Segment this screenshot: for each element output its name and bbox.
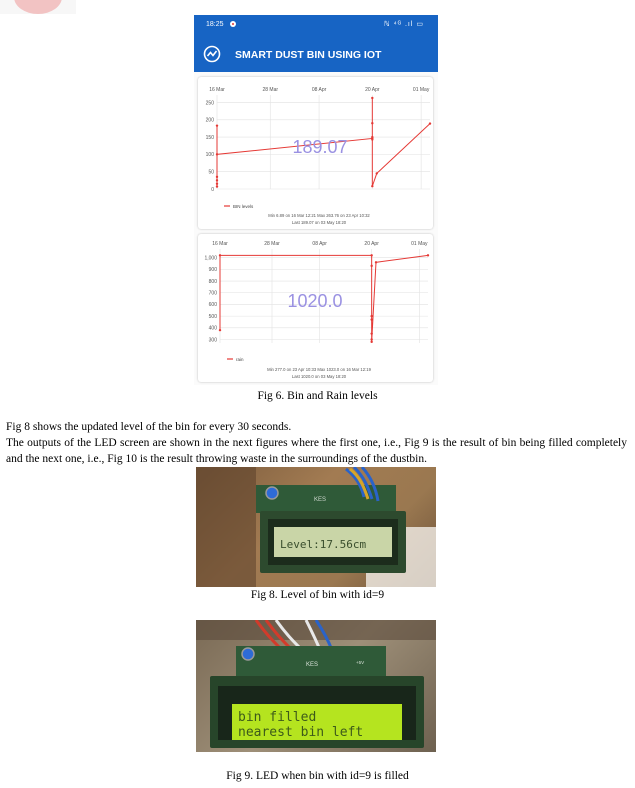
bin-chart — [198, 77, 433, 229]
bin-stats-line1: Min 6.89 on 16 Mar 12:21 Max 263.76 on 23 Apr 10:32 — [268, 213, 370, 218]
rain-data-point — [370, 338, 372, 340]
bin-chart-card — [198, 77, 433, 229]
app-logo-icon — [203, 45, 221, 63]
lcd-fig9-line2: nearest bin left — [238, 725, 364, 740]
app-bar — [194, 39, 438, 72]
fig8-caption: Fig 8. Level of bin with id=9 — [250, 589, 385, 601]
bin-x-tick-label: 20 Apr — [365, 87, 380, 93]
board-label-5v: +5V — [356, 660, 365, 665]
bin-stats-line2: Last 189.07 on 03 May 18:20 — [291, 220, 347, 225]
bin-data-point — [216, 179, 218, 181]
rain-legend-label: rain — [236, 357, 244, 362]
paragraph-2: The outputs of the LED screen are shown in the next figures where the first one, i.e., Fig 9 is the result of bin being filled completely and the next one, i.e., Fig 10 is the result throwing waste in the surroundings of the dustbin. — [6, 437, 627, 465]
bin-y-tick-label: 250 — [205, 100, 214, 107]
rain-x-tick-label: 28 Mar — [264, 241, 280, 247]
bin-data-point — [376, 172, 378, 174]
rain-y-tick-label: 1,000 — [204, 255, 217, 262]
fig6-caption: Fig 6. Bin and Rain levels — [257, 390, 378, 402]
rain-chart-card — [198, 234, 433, 382]
rain-x-tick-label: 08 Apr — [312, 241, 327, 247]
bin-data-point — [371, 97, 373, 99]
rain-x-tick-label: 16 Mar — [212, 241, 228, 247]
lcd-module-image — [196, 467, 436, 587]
rain-y-tick-label: 700 — [208, 290, 217, 297]
rain-data-point — [370, 341, 372, 343]
publisher-logo — [0, 0, 76, 14]
bin-data-point — [216, 124, 218, 126]
rain-y-tick-label: 500 — [208, 313, 217, 320]
rain-data-point — [370, 254, 372, 256]
rain-y-tick-label: 800 — [208, 278, 217, 285]
rain-x-tick-label: 20 Apr — [364, 241, 379, 247]
status-bar — [194, 15, 438, 39]
rain-data-point — [375, 261, 377, 263]
bin-data-point — [371, 185, 373, 187]
rain-stats-line1: Min 277.0 on 23 Apr 10:33 Max 1023.0 on 16 Mar 12:19 — [267, 367, 371, 372]
board-label-kes: KES — [314, 497, 327, 503]
signal-battery-icons: ℕ ⁴ᴳ .ıl ▭ — [384, 21, 424, 28]
bin-data-point — [216, 185, 218, 187]
lcd-module-image-2 — [196, 620, 436, 752]
bin-data-point — [216, 183, 218, 185]
rain-y-tick-label: 600 — [208, 302, 217, 309]
rain-data-point — [370, 265, 372, 267]
lcd-fig9-line1: bin filled — [238, 710, 317, 725]
rain-chart — [198, 234, 433, 382]
rain-x-tick-label: 01 May — [411, 241, 428, 247]
board-label-kes-2: KES — [306, 662, 319, 668]
rain-stats-line2: Last 1020.0 on 03 May 18:20 — [291, 374, 347, 379]
bin-data-point — [371, 136, 373, 138]
bin-data-point — [216, 176, 218, 178]
bin-data-point — [371, 138, 373, 140]
app-screenshot — [194, 15, 438, 385]
bin-data-point — [216, 153, 218, 155]
bin-y-tick-label: 0 — [211, 186, 214, 193]
rain-y-tick-label: 900 — [208, 267, 217, 274]
bin-x-tick-label: 01 May — [412, 87, 430, 93]
bin-data-point — [371, 122, 373, 124]
notification-icon — [230, 21, 236, 27]
bin-legend-label: BIN levels — [233, 204, 254, 209]
fig9-photo — [196, 620, 436, 752]
rain-data-point — [370, 315, 372, 317]
bin-x-tick-label: 28 Mar — [262, 87, 279, 93]
bin-y-tick-label: 150 — [205, 134, 214, 141]
fig8-photo — [196, 467, 436, 587]
rain-data-point — [370, 332, 372, 334]
lcd-fig8-text: Level:17.56cm — [280, 538, 367, 551]
bin-x-tick-label: 16 Mar — [209, 87, 225, 93]
status-time: 18:25 — [206, 21, 224, 28]
rain-data-point — [219, 329, 221, 331]
bin-current-value: 189.07 — [292, 137, 348, 157]
bin-data-point — [429, 122, 431, 124]
rain-data-point — [219, 254, 221, 256]
app-title: SMART DUST BIN USING IOT — [235, 49, 382, 61]
bin-x-tick-label: 08 Apr — [311, 87, 327, 93]
bin-y-tick-label: 200 — [205, 117, 214, 124]
bin-y-tick-label: 100 — [205, 152, 214, 159]
paragraph-1: Fig 8 shows the updated level of the bin for every 30 seconds. — [6, 421, 292, 433]
rain-data-point — [427, 254, 429, 256]
rain-y-tick-label: 300 — [208, 337, 217, 344]
rain-y-tick-label: 400 — [208, 325, 217, 332]
fig9-caption: Fig 9. LED when bin with id=9 is filled — [226, 770, 409, 782]
rain-current-value: 1020.0 — [287, 291, 343, 311]
rain-data-point — [370, 318, 372, 320]
bin-y-tick-label: 50 — [208, 169, 214, 176]
